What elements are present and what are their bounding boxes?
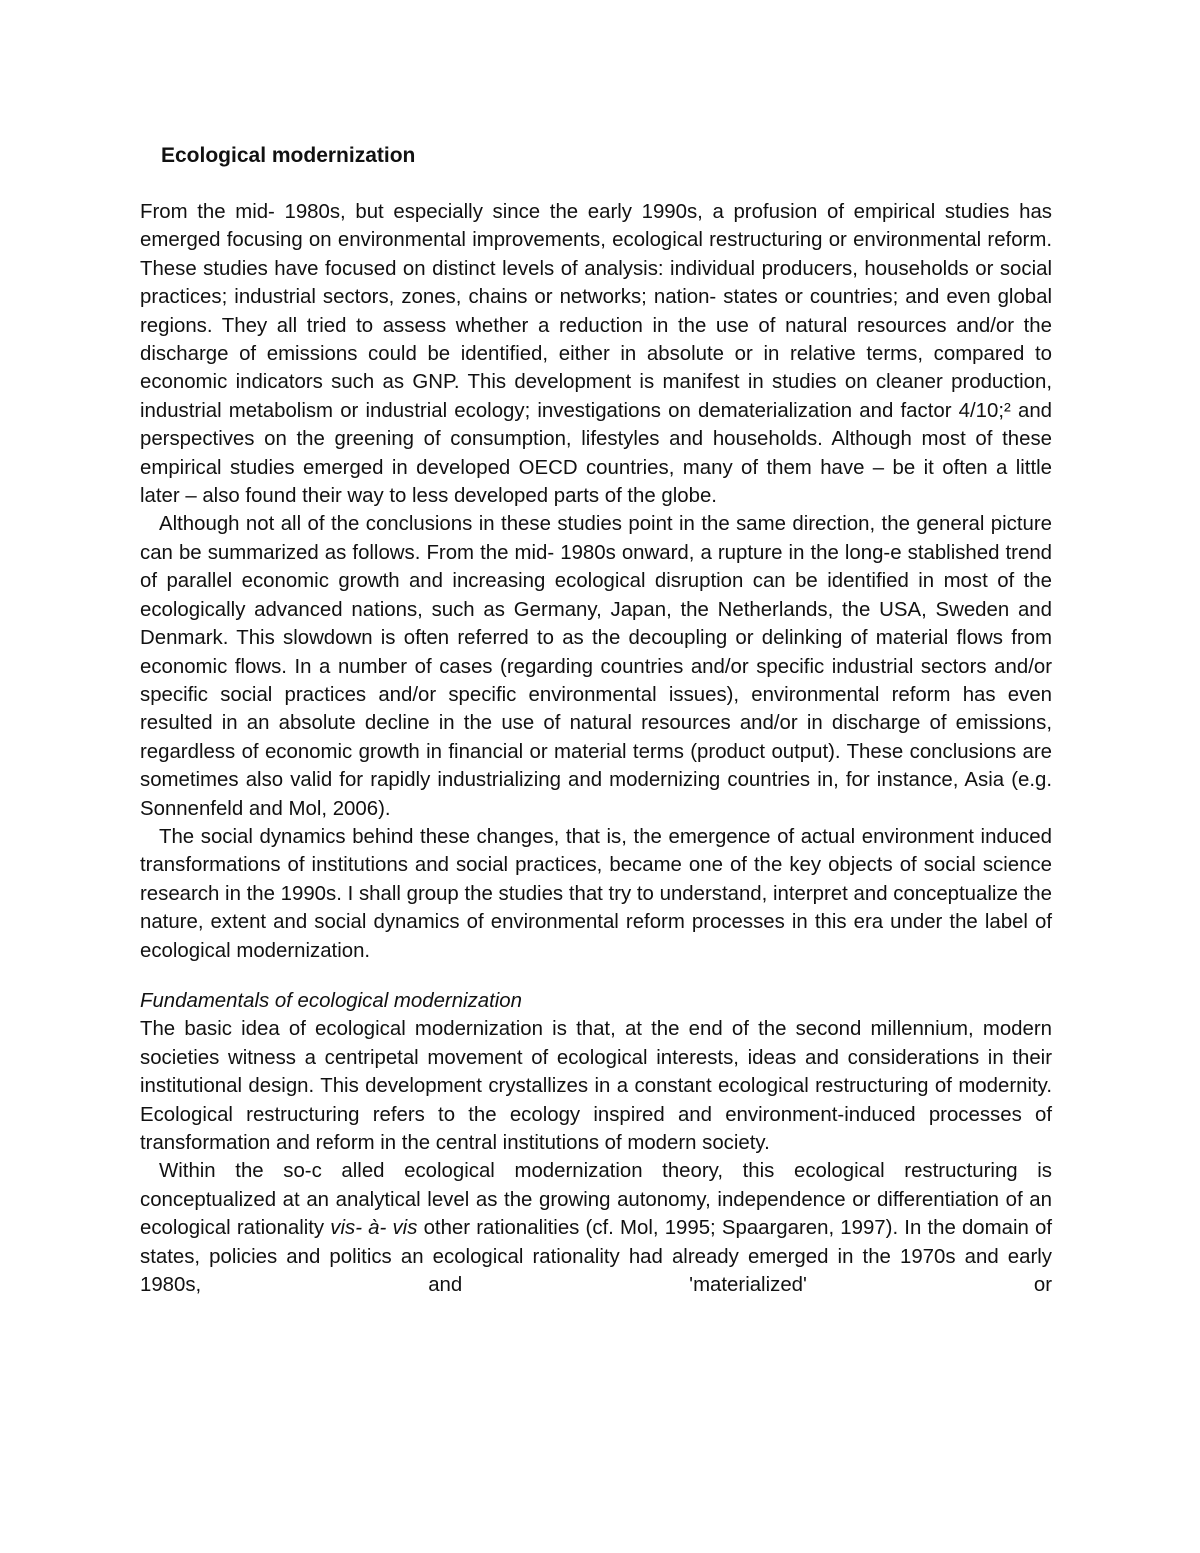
paragraph-fundamentals-2-text-a: Within the so-c alled ecological modernization theory, this ecological restructuring is conceptualized at an analytical level as the growing autonomy, independence or differentiation of an ecological rationality [140, 1160, 1052, 1240]
paragraph-fundamentals-2 [140, 1157, 1052, 1299]
paragraph-intro-3: The social dynamics behind these changes, that is, the emergence of actual environment induced transformations of institutions and social practices, became one of the key objects of social science research in the 1990s. I shall group the studies that try to understand, interpret and conceptualize the nature, extent and social dynamics of environmental reform processes in this era under the label of ecological modernization. [140, 825, 1052, 962]
paragraph-fundamentals-2-italic: vis- à- vis [330, 1217, 418, 1240]
section-subheading: Fundamentals of ecological modernization [140, 989, 522, 1012]
document-title: Ecological modernization [161, 144, 416, 167]
paragraph-intro-2: Although not all of the conclusions in these studies point in the same direction, the general picture can be summarized as follows. From the mid- 1980s onward, a rupture in the long-e stablished trend of parallel economic growth and increasing ecological disruption can be identified in most of the ecologically advanced nations, such as Germany, Japan, the Netherlands, the USA, Sweden and Denmark. This slowdown is often referred to as the decoupling or delinking of material flows from economic flows. In a number of cases (regarding countries and/or specific industrial sectors and/or specific social practices and/or specific environmental issues), environmental reform has even resulted in an absolute decline in the use of natural resources and/or in discharge of emissions, regardless of economic growth in financial or material terms (product output). These conclusions are sometimes also valid for rapidly industrializing and modernizing countries in, for instance, Asia (e.g. Sonnenfeld and Mol, 2006). [140, 513, 1052, 820]
document-page [140, 140, 1052, 1299]
paragraph-fundamentals-1: The basic idea of ecological modernization is that, at the end of the second millennium, modern societies witness a centripetal movement of ecological interests, ideas and considerations in their institutional design. This development crystallizes in a constant ecological restructuring of modernity. Ecological restructuring refers to the ecology inspired and environment-induced processes of transformation and reform in the central institutions of modern society. [140, 1018, 1052, 1154]
paragraph-intro-1: From the mid- 1980s, but especially since the early 1990s, a profusion of empirical studies has emerged focusing on environmental improvements, ecological restructuring or environmental reform. These studies have focused on distinct levels of analysis: individual producers, households or social practices; industrial sectors, zones, chains or networks; nation- states or countries; and even global regions. They all tried to assess whether a reduction in the use of natural resources and/or the discharge of emissions could be identified, either in absolute or in relative terms, compared to economic indicators such as GNP. This development is manifest in studies on cleaner production, industrial metabolism or industrial ecology; investigations on dematerialization and factor 4/10;² and perspectives on the greening of consumption, lifestyles and households. Although most of these empirical studies emerged in developed OECD countries, many of them have – be it often a little later – also found their way to less developed parts of the globe. [140, 201, 1052, 508]
paragraph-fundamentals-2-text-b: other rationalities (cf. Mol, 1995; Spaargaren, 1997). In the domain of states, policies and politics an ecological rationality had already emerged in the 1970s and early 1980s, and 'materialized' or [140, 1217, 1053, 1297]
